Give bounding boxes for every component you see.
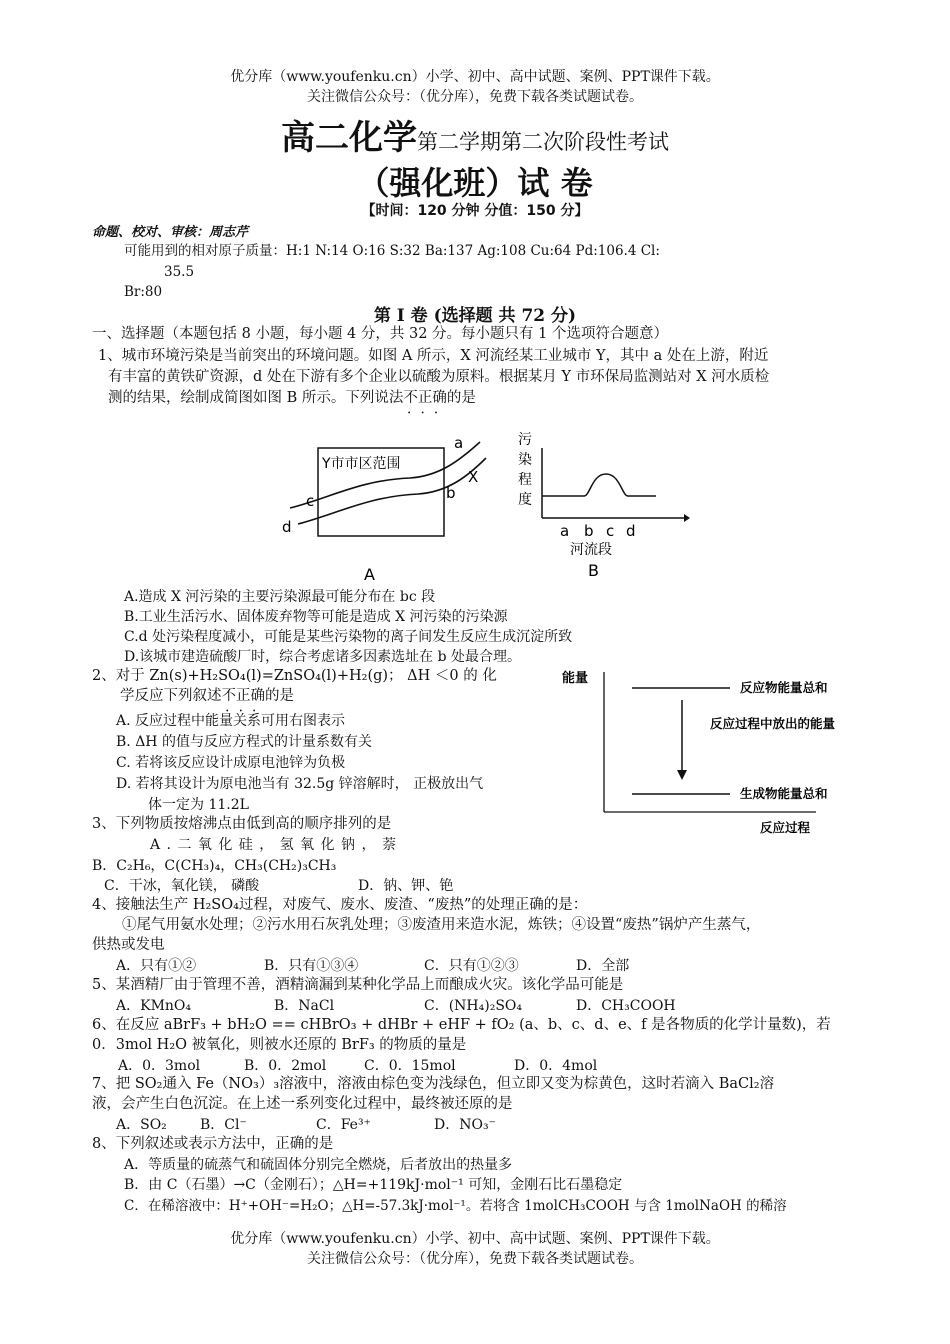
q3-option-d: D．钠、钾、铯 <box>358 878 454 894</box>
exam-author: 命题、校对、审核：周志芹 <box>92 225 249 240</box>
q7-stem-line-2: 液，会产生白色沉淀。在上述一系列变化过程中，最终被还原的是 <box>92 1096 513 1112</box>
q3-option-c: C．干冰，氧化镁， 磷酸 <box>104 878 260 894</box>
q2-stem-line-1: 2、对于 Zn(s)+H₂SO₄(l)=ZnSO₄(l)+H₂(g)； ΔH ＜0 的 化 <box>92 668 497 684</box>
q8-option-c: C．在稀溶液中：H⁺+OH⁻=H₂O；△H=-57.3kJ·mol⁻¹。若将含 1molCH₃COOH 与含 1molNaOH 的稀溶 <box>124 1198 787 1214</box>
q1-emphasis: 不正确 • • • <box>403 390 447 406</box>
figure-b-caption: B <box>588 561 599 580</box>
exam-time-score: 【时间：120 分钟 分值：150 分】 <box>361 203 589 219</box>
header-line-1: 优分库（www.youfenku.cn）小学、初中、高中试题、案例、PPT课件下载。 <box>230 69 720 85</box>
q1-stem-line-3 <box>108 388 476 408</box>
q4-stem: 4、接触法生产 H₂SO₄过程，对废气、废水、废渣、“废热”的处理正确的是： <box>92 897 588 913</box>
header-line-2: 关注微信公众号：（优分库），免费下载各类试题试卷。 <box>307 89 643 105</box>
q2-energy-diagram <box>560 668 890 838</box>
q2-option-d-cont: 体一定为 11.2L <box>148 797 249 813</box>
point-a: a <box>454 434 464 452</box>
q1-option-d: D.该城市建造硫酸厂时，综合考虑诸多因素选址在 b 处最合理。 <box>124 649 522 665</box>
q6-option-c: C．0．15mol <box>364 1058 456 1074</box>
energy-arrow-head <box>677 770 687 780</box>
energy-y-label: 能量 <box>562 671 589 686</box>
title-subject: 高二化学 <box>281 118 417 158</box>
q1-option-b: B.工业生活污水、固体废弃物等可能是造成 X 河污染的污染源 <box>124 609 508 625</box>
footer-line-2: 关注微信公众号：（优分库），免费下载各类试题试卷。 <box>307 1251 643 1267</box>
q4-detail-line-2: 供热或发电 <box>92 937 165 953</box>
q6-stem-line-2: 0．3mol H₂O 被氧化，则被水还原的 BrF₃ 的物质的量是 <box>92 1037 467 1053</box>
tick-d: d <box>626 522 636 540</box>
atomic-masses-line-2: 35.5 <box>164 264 195 280</box>
q2-stem-end: 的是 <box>265 688 294 704</box>
reactants-label: 反应物能量总和 <box>740 680 828 695</box>
q7-option-a: A．SO₂ <box>116 1117 167 1133</box>
q1-stem-line-1: 1、城市环境污染是当前突出的环境问题。如图 A 所示，X 河流经某工业城市 Y，其中 a 处在上游，附近 <box>98 348 769 364</box>
q2-option-c: C. 若将该反应设计成原电池锌为负极 <box>116 755 346 771</box>
q6-option-a: A．0．3mol <box>118 1058 201 1074</box>
tick-a: a <box>560 522 570 540</box>
pollution-curve <box>542 474 656 496</box>
q1-option-a: A.造成 X 河污染的主要污染源最可能分布在 bc 段 <box>124 589 436 605</box>
q5-stem: 5、某酒精厂由于管理不善，酒精滴漏到某种化学品上而酿成火灾。该化学品可能是 <box>92 977 624 993</box>
q7-option-b: B．Cl⁻ <box>200 1117 247 1133</box>
q2-stem-line-2 <box>120 686 294 706</box>
q4-option-b: B．只有①③④ <box>264 958 359 974</box>
q5-option-b: B．NaCl <box>274 998 335 1014</box>
released-label: 反应过程中放出的能量 <box>710 716 836 731</box>
exam-title <box>0 110 950 159</box>
q2-option-a: A. 反应过程中能量关系可用右图表示 <box>116 713 346 729</box>
q8-option-b: B．由 C（石墨）→C（金刚石）；△H=+119kJ·mol⁻¹ 可知，金刚石比石墨稳定 <box>124 1177 623 1193</box>
q2-stem-text: 学反应下列叙述 <box>120 688 222 704</box>
q6-stem-line-1: 6、在反应 aBrF₃ + bH₂O == cHBrO₃ + dHBr + eHF + fO₂ (a、b、c、d、e、f 是各物质的化学计量数)，若 <box>92 1017 831 1033</box>
q4-option-d: D．全部 <box>576 958 630 974</box>
q3-option-b: B．C₂H₆，C(CH₃)₄，CH₃(CH₂)₃CH₃ <box>92 858 337 874</box>
q8-stem: 8、下列叙述或表示方法中，正确的是 <box>92 1136 334 1152</box>
q5-option-d: D．CH₃COOH <box>576 998 676 1014</box>
point-b: b <box>446 484 456 502</box>
title-exam-name: 第二学期第二次阶段性考试 <box>417 130 669 154</box>
q3-option-a: A . 二 氧 化 硅 ， 氢 氧 化 钠 ， 萘 <box>150 837 396 853</box>
tick-b: b <box>584 522 594 540</box>
q5-option-c: C．(NH₄)₂SO₄ <box>424 998 522 1014</box>
q7-option-c: C．Fe³⁺ <box>316 1117 371 1133</box>
q1-stem-line-2: 有丰富的黄铁矿资源，d 处在下游有多个企业以硫酸为原料。根据某月 Y 市环保局监测站对 X 河水质检 <box>108 369 770 385</box>
figure-b-arrow <box>684 514 690 522</box>
q8-option-a: A．等质量的硫蒸气和硫固体分别完全燃烧，后者放出的热量多 <box>124 1157 513 1173</box>
q4-option-a: A．只有①② <box>116 958 197 974</box>
figure-a-caption: A <box>364 565 375 584</box>
y-label-4: 度 <box>518 492 532 508</box>
point-d: d <box>282 518 292 536</box>
q7-stem-line-1: 7、把 SO₂通入 Fe（NO₃）₃溶液中，溶液由棕色变为浅绿色，但立即又变为棕黄色，这时若滴入 BaCl₂溶 <box>92 1076 775 1092</box>
section-title: 第 I 卷 (选择题 共 72 分) <box>373 306 577 326</box>
q1-stem-text: 测的结果，绘制成简图如图 B 所示。下列说法 <box>108 390 404 406</box>
q3-stem: 3、下列物质按熔沸点由低到高的顺序排列的是 <box>92 816 392 832</box>
q2-option-d: D. 若将其设计为原电池当有 32.5g 锌溶解时， 正极放出气 <box>116 776 484 792</box>
point-c: c <box>306 492 315 510</box>
q4-detail-line-1: ①尾气用氨水处理；②污水用石灰乳处理；③废渣用来造水泥，炼铁；④设置“废热”锅炉产生蒸气， <box>122 917 761 933</box>
q6-option-d: D．0．4mol <box>514 1058 598 1074</box>
q4-option-c: C．只有①②③ <box>424 958 519 974</box>
q1-figure-a <box>270 420 500 585</box>
x-label: 河流段 <box>570 542 612 558</box>
q2-option-b: B. ΔH 的值与反应方程式的计量系数有关 <box>116 734 372 750</box>
atomic-masses-line-3: Br:80 <box>124 284 163 300</box>
atomic-masses-line-1: 可能用到的相对原子质量：H:1 N:14 O:16 S:32 Ba:137 Ag:108 Cu:64 Pd:106.4 Cl: <box>124 243 660 259</box>
q7-option-d: D．NO₃⁻ <box>434 1117 496 1133</box>
region-label: Y市市区范围 <box>322 456 401 472</box>
q1-figure-b <box>512 424 692 584</box>
footer-line-1: 优分库（www.youfenku.cn）小学、初中、高中试题、案例、PPT课件下载。 <box>230 1231 720 1247</box>
q5-option-a: A．KMnO₄ <box>116 998 192 1014</box>
title-class: （强化班）试 卷 <box>357 164 593 202</box>
q1-option-c: C.d 处污染程度减小，可能是某些污染物的离子间发生反应生成沉淀所致 <box>124 629 573 645</box>
products-label: 生成物能量总和 <box>740 786 828 801</box>
tick-c: c <box>606 522 615 540</box>
q6-option-b: B．0．2mol <box>244 1058 327 1074</box>
section-instruction: 一、选择题（本题包括 8 小题，每小题 4 分，共 32 分。每小题只有 1 个选项符合题意） <box>92 326 668 342</box>
y-label-1: 污 <box>518 432 532 448</box>
y-label-2: 染 <box>518 452 532 468</box>
river-label: X <box>468 468 479 486</box>
q1-stem-end: 的是 <box>446 390 476 406</box>
y-label-3: 程 <box>518 472 532 488</box>
q2-emphasis: 不正确 • • • <box>222 688 266 704</box>
reaction-process-label: 反应过程 <box>760 820 811 835</box>
